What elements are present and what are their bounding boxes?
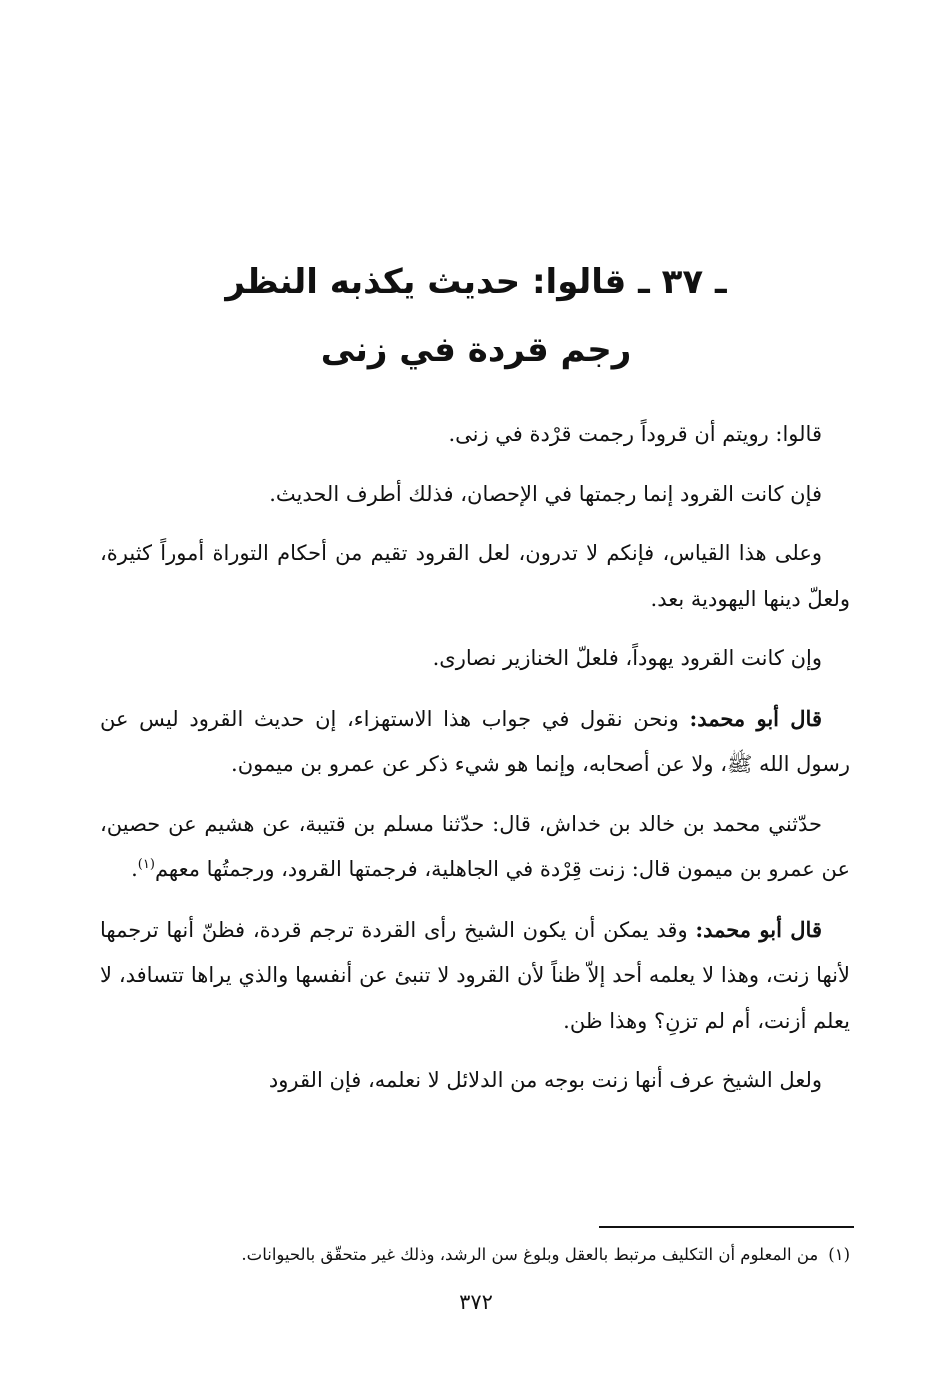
chapter-heading xyxy=(100,248,852,384)
paragraph: قال أبو محمد: وقد يمكن أن يكون الشيخ رأى القردة ترجم قردة، فظنّ أنها ترجمها لأنها زنت، وهذا لا يعلمه أحد إلاّ ظناً لأن القرود لا تنبئ عن أنفسها والذي يراها تتسافد، لا يعلم أزنت، أم لم تزنِ؟ وهذا ظن. xyxy=(100,916,850,1033)
chapter-subtitle: رجم قردة في زنى xyxy=(320,330,632,370)
paragraph: فإن كانت القرود إنما رجمتها في الإحصان، فذلك أطرف الحديث. xyxy=(269,481,822,506)
chapter-title: ـ ٣٧ ـ قالوا: حديث يكذبه النظر xyxy=(225,262,727,302)
footnote-divider xyxy=(599,1226,854,1228)
paragraph: ولعل الشيخ عرف أنها زنت بوجه من الدلائل لا نعلمه، فإن القرود xyxy=(268,1068,822,1092)
paragraph: قال أبو محمد: ونحن نقول في جواب هذا الاستهزاء، إن حديث القرود ليس عن رسول الله ﷺ، ولا عن أصحابه، وإنما هو شيء ذكر عن عمرو بن ميمون. xyxy=(100,705,850,776)
body-text xyxy=(100,412,850,1118)
speaker-label: قال أبو محمد: xyxy=(695,916,822,942)
footnote-reference[interactable]: (١) xyxy=(137,857,155,872)
footnote-text: من المعلوم أن التكليف مرتبط بالعقل وبلوغ سن الرشد، وذلك غير متحقّق بالحيوانات. xyxy=(241,1245,819,1264)
footnote xyxy=(100,1240,850,1270)
page-number: ٣٧٢ xyxy=(459,1290,493,1314)
speaker-label: قال أبو محمد: xyxy=(689,705,822,731)
paragraph: حدّثني محمد بن خالد بن خداش، قال: حدّثنا مسلم بن قتيبة، عن هشيم عن حصين، عن عمرو بن ميمون قال: زنت قِرْدة في الجاهلية، فرجمتها القرود، ورجمتُها معهم$^{(١)}$. xyxy=(100,811,850,881)
paragraph: قالوا: رويتم أن قروداً رجمت قرْدة في زنى. xyxy=(448,422,822,446)
paragraph: وإن كانت القرود يهوداً، فلعلّ الخنازير نصارى. xyxy=(432,646,822,670)
footnote-number: (١) xyxy=(828,1245,850,1264)
paragraph: وعلى هذا القياس، فإنكم لا تدرون، لعل القرود تقيم من أحكام التوراة أموراً كثيرة، ولعلّ دينها اليهودية بعد. xyxy=(100,541,850,611)
